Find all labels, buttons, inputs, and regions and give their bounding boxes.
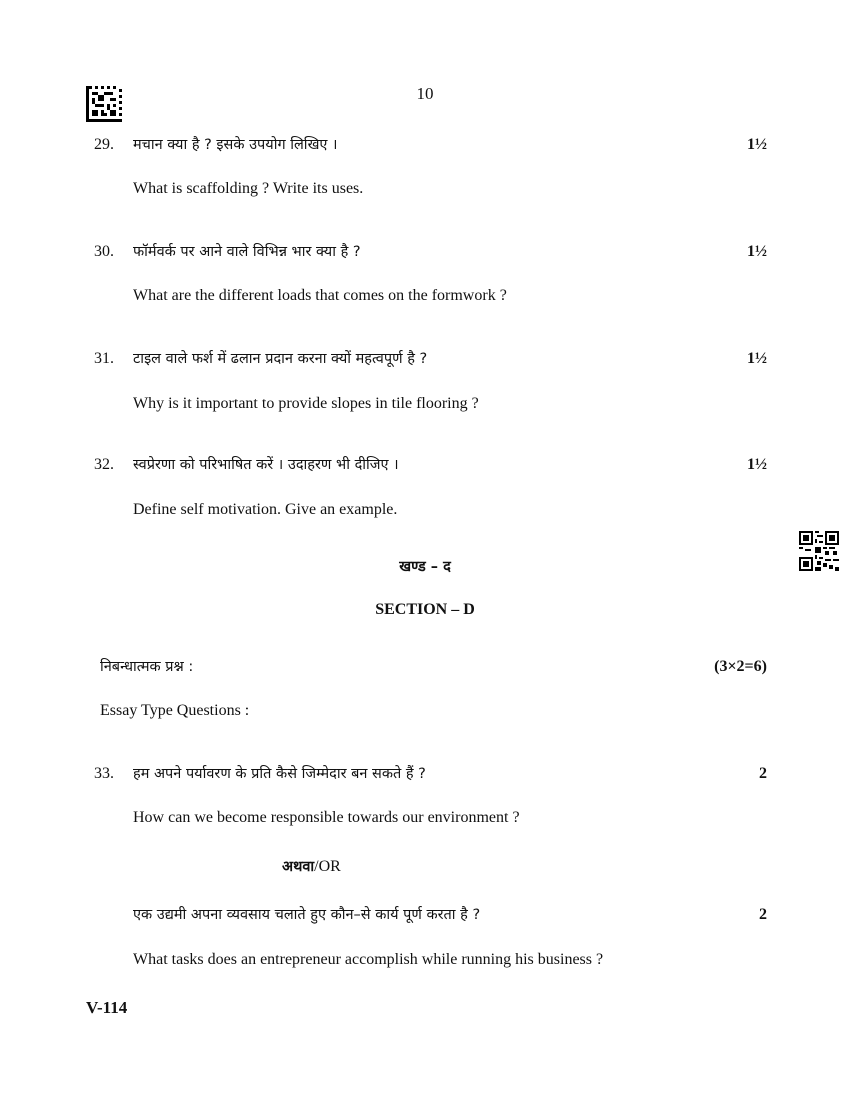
page-number: 10 (416, 84, 434, 103)
or-label-hindi: अथवा (282, 859, 315, 875)
question-marks: 1½ (747, 243, 767, 260)
question-text-english: How can we become responsible towards our environment ? (133, 809, 520, 826)
or-label-english: /OR (314, 858, 341, 875)
question-text-english: What are the different loads that comes on the formwork ? (133, 287, 507, 304)
question-text-hindi: हम अपने पर्यावरण के प्रति कैसे जिम्मेदार बन सकते हैं ? (133, 766, 426, 782)
question-number: 29. (94, 136, 114, 153)
question-number: 32. (94, 456, 114, 473)
alternative-question-marks: 2 (759, 906, 767, 923)
question-text-hindi: टाइल वाले फर्श में ढलान प्रदान करना क्यों महत्वपूर्ण है ? (133, 351, 428, 367)
question-text-hindi: स्वप्रेरणा को परिभाषित करें । उदाहरण भी दीजिए । (133, 457, 399, 473)
question-number: 31. (94, 350, 114, 367)
question-text-english: Why is it important to provide slopes in tile flooring ? (133, 395, 479, 412)
section-total-marks: (3×2=6) (714, 658, 767, 675)
paper-code: V-114 (86, 998, 128, 1017)
question-marks: 1½ (747, 350, 767, 367)
question-text-english: Define self motivation. Give an example. (133, 501, 398, 518)
question-text-hindi: फॉर्मवर्क पर आने वाले विभिन्न भार क्या है ? (133, 244, 361, 260)
alternative-question-english: What tasks does an entrepreneur accomplish while running his business ? (133, 951, 604, 968)
question-type-english: Essay Type Questions : (100, 702, 250, 719)
question-text-hindi: मचान क्या है ? इसके उपयोग लिखिए । (133, 137, 338, 153)
or-separator (282, 857, 341, 877)
section-heading-english: SECTION – D (375, 601, 475, 618)
question-type-hindi: निबन्धात्मक प्रश्न : (100, 659, 194, 675)
section-heading-hindi: खण्ड – द (399, 559, 451, 575)
alternative-question-hindi: एक उद्यमी अपना व्यवसाय चलाते हुए कौन–से कार्य पूर्ण करता है ? (133, 907, 481, 923)
question-marks: 1½ (747, 456, 767, 473)
question-text-english: What is scaffolding ? Write its uses. (133, 180, 364, 197)
question-marks: 2 (759, 765, 767, 782)
question-number: 33. (94, 765, 114, 782)
question-marks: 1½ (747, 136, 767, 153)
question-number: 30. (94, 243, 114, 260)
